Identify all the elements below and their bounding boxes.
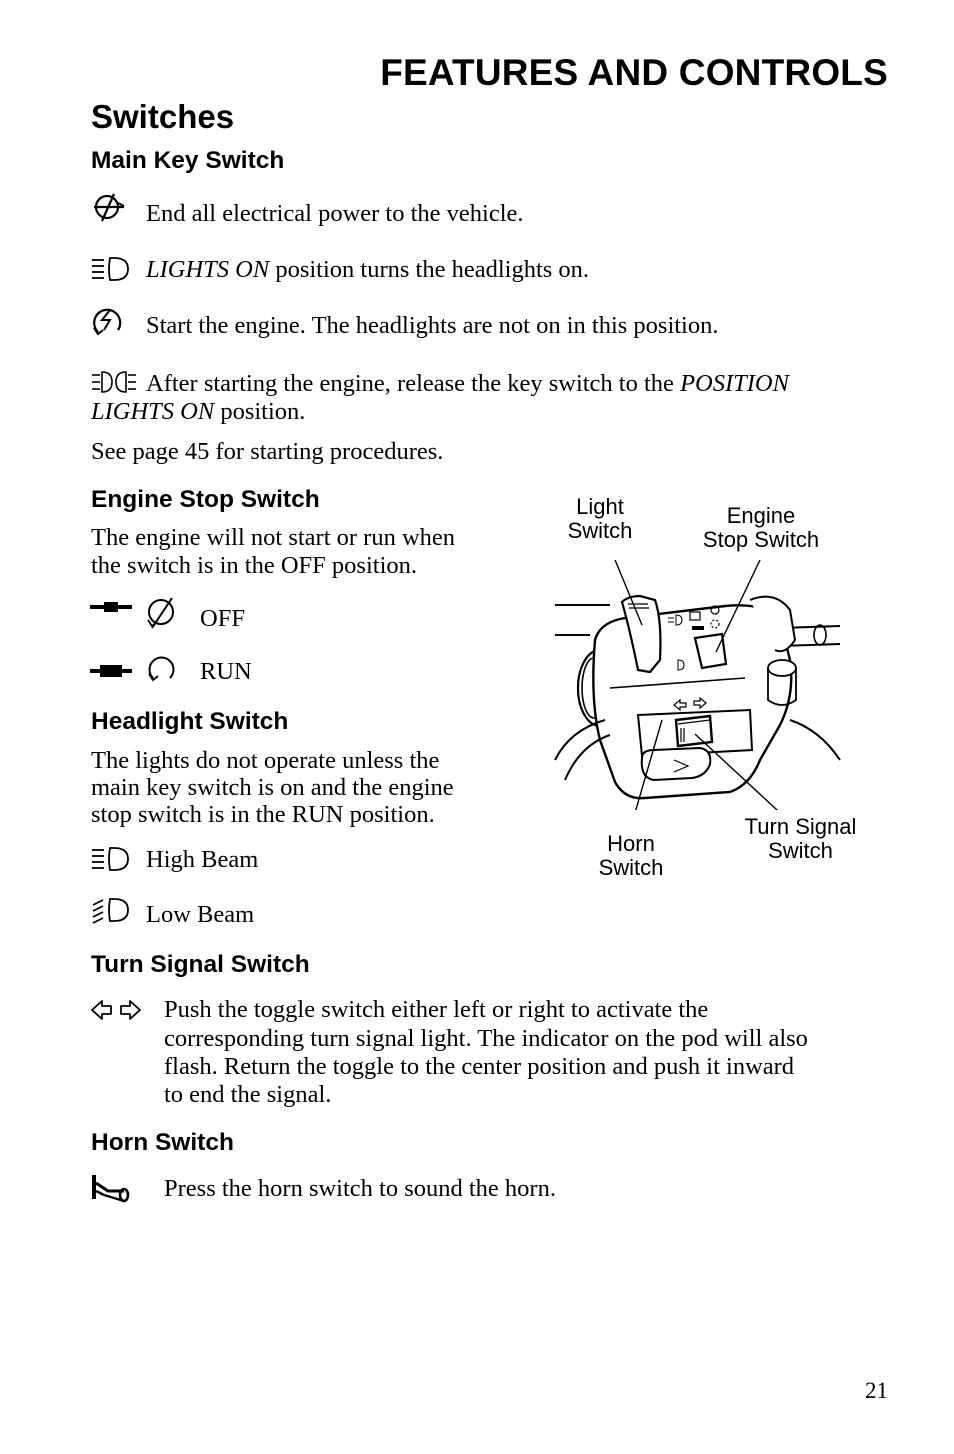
turn-signal-line4: to end the signal. (164, 1081, 332, 1108)
light-switch-callout: Light Switch (567, 494, 633, 543)
engine-run-label: RUN (200, 658, 252, 685)
headlight-line3: stop switch is in the RUN position. (91, 801, 435, 828)
page-number: 21 (865, 1378, 888, 1403)
high-beam-label: High Beam (146, 846, 259, 873)
engine-stop-switch-callout: Engine Stop Switch (702, 503, 820, 552)
switch-pod-illustration (550, 560, 845, 815)
horn-text: Press the horn switch to sound the horn. (164, 1175, 556, 1202)
main-key-heading: Main Key Switch (91, 147, 285, 174)
horn-switch-callout: Horn Switch (598, 831, 664, 880)
headlight-line2: main key switch is on and the engine (91, 774, 454, 801)
start-text: Start the engine. The headlights are not on in this position. (146, 312, 719, 339)
headlight-heading: Headlight Switch (91, 708, 289, 735)
engine-start-icon (90, 304, 126, 338)
turn-signal-line2: corresponding turn signal light. The indicator on the pod will also (164, 1025, 808, 1052)
turn-signal-switch-callout: Turn Signal Switch (744, 814, 857, 863)
lights-on-text: LIGHTS ON position turns the headlights on. (146, 256, 590, 283)
key-off-icon (90, 192, 128, 224)
section-title: Switches (91, 98, 235, 135)
horn-heading: Horn Switch (91, 1129, 234, 1156)
engine-stop-line2: the switch is in the OFF position. (91, 552, 418, 579)
horn-icon (90, 1173, 132, 1203)
high-beam-icon (90, 846, 132, 872)
turn-signal-heading: Turn Signal Switch (91, 951, 310, 978)
engine-stop-heading: Engine Stop Switch (91, 486, 320, 513)
see-page-text: See page 45 for starting procedures. (91, 438, 444, 465)
low-beam-label: Low Beam (146, 901, 255, 928)
turn-signal-line3: flash. Return the toggle to the center position and push it inward (164, 1053, 795, 1080)
engine-stop-off-icon (90, 596, 182, 632)
engine-run-icon (90, 652, 182, 686)
turn-signal-arrows-icon (90, 999, 142, 1021)
after-start-text: After starting the engine, release the key switch to the POSITION LIGHTS ON position. (91, 370, 789, 425)
low-beam-icon (90, 897, 132, 925)
key-off-text: End all electrical power to the vehicle. (146, 200, 524, 227)
turn-signal-line1: Push the toggle switch either left or right to activate the (164, 996, 709, 1023)
headlight-line1: The lights do not operate unless the (91, 747, 440, 774)
page-title: FEATURES AND CONTROLS (380, 52, 888, 93)
engine-stop-off-label: OFF (200, 605, 245, 632)
headlight-high-icon (90, 256, 132, 282)
engine-stop-line1: The engine will not start or run when (91, 524, 456, 551)
